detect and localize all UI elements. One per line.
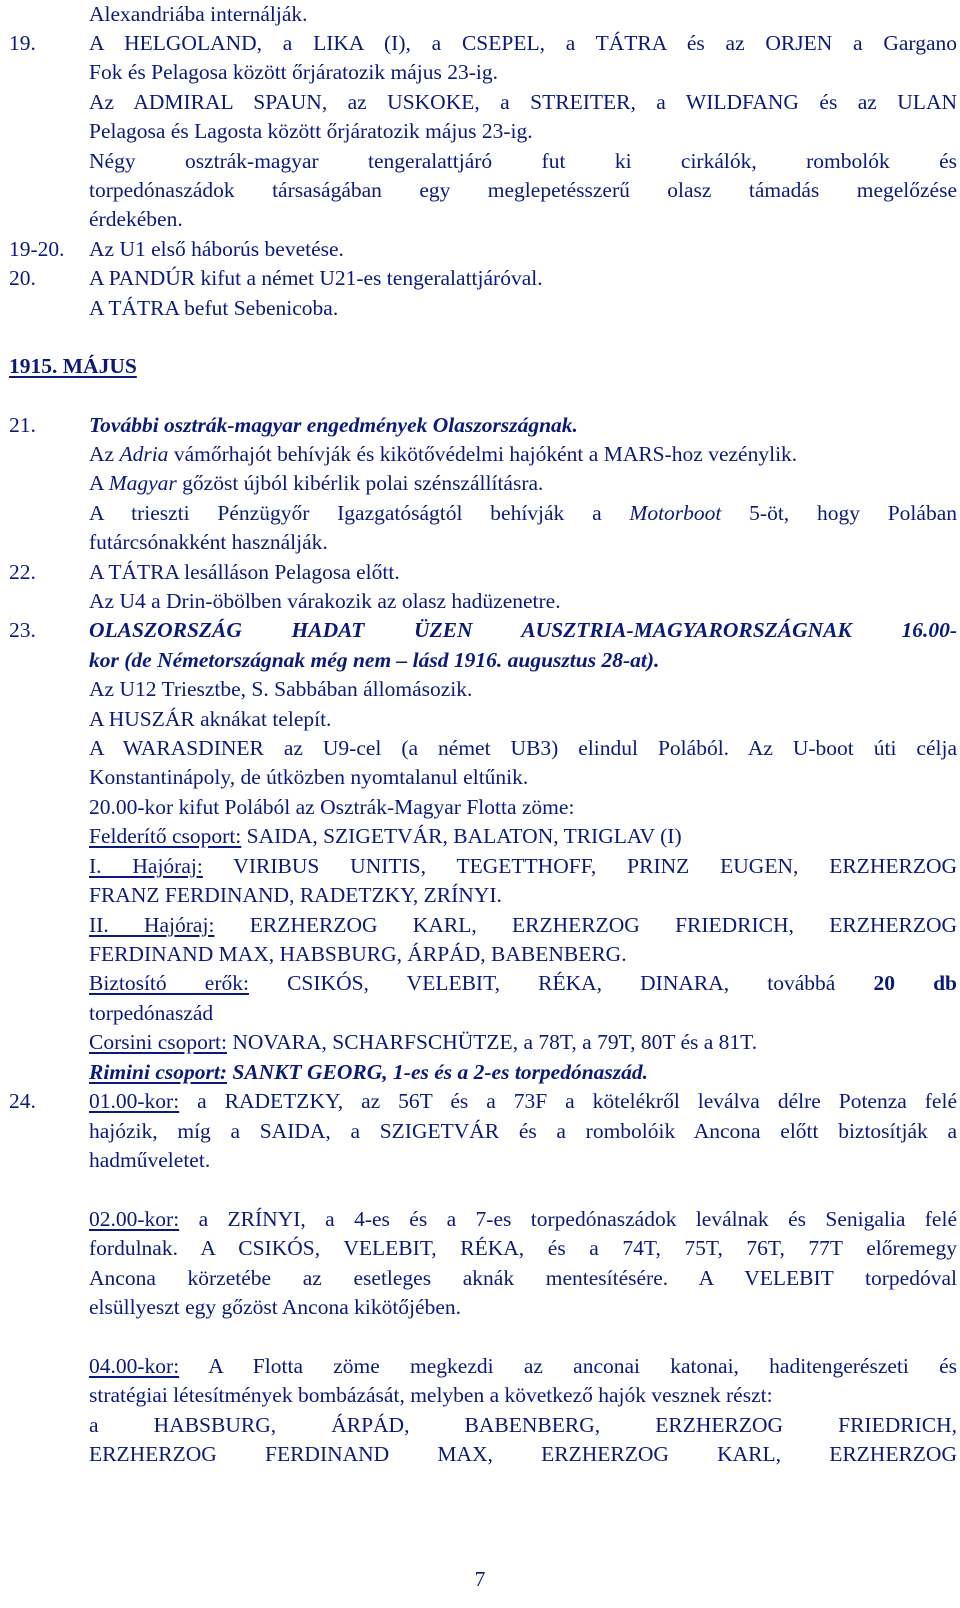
count-bold: 20 db — [873, 971, 957, 995]
text-line — [0, 616, 960, 646]
entry-text: Az U4 a Drin-öbölben várakozik az olasz hadüzenetre. — [89, 589, 561, 613]
text-line — [0, 440, 960, 470]
entry-text: II. Hajóraj: ERZHERZOG KARL, ERZHERZOG FRIEDRICH, ERZHERZOG — [89, 913, 958, 937]
text-line — [0, 1440, 960, 1470]
entry-text: A trieszti Pénzügyőr Igazgatóságtól behívják a Motorboot 5-öt, hogy Polában — [89, 501, 957, 525]
entry-date: 19-20. — [9, 237, 65, 261]
entry-text: Ancona körzetébe az esetleges aknák mentesítésére. A VELEBIT torpedóval — [89, 1266, 957, 1290]
text-line — [0, 1028, 960, 1058]
text-line — [0, 1352, 960, 1382]
entry-text: Az ADMIRAL SPAUN, az USKOKE, a STREITER, a WILDFANG és az ULAN — [89, 90, 957, 114]
entry-text: futárcsónakként használják. — [89, 530, 328, 554]
entry-text: elsüllyeszt egy gőzöst Ancona kikötőjében. — [89, 1295, 461, 1319]
text-line — [0, 1058, 960, 1088]
text-line — [0, 1411, 960, 1441]
entry-text: Konstantinápoly, de útközben nyomtalanul eltűnik. — [89, 765, 529, 789]
entry-text: Az Adria vámőrhajót behívják és kikötővédelmi hajóként a MARS-hoz vezénylik. — [89, 442, 798, 466]
entry-text: Négy osztrák-magyar tengeralattjáró fut ki cirkálók, rombolók és — [89, 149, 957, 173]
text-line — [0, 205, 960, 235]
month-heading: 1915. MÁJUS — [9, 354, 137, 378]
text-line — [0, 469, 960, 499]
entry-text: FERDINAND MAX, HABSBURG, ÁRPÁD, BABENBERG. — [89, 942, 627, 966]
entry-text: 20.00-kor kifut Polából az Osztrák-Magyar Flotta zöme: — [89, 795, 575, 819]
text-line — [0, 235, 960, 265]
group-label: I. Hajóraj: — [89, 854, 203, 878]
time-label: 02.00-kor: — [89, 1207, 180, 1231]
text-line — [0, 822, 960, 852]
text-line — [0, 528, 960, 558]
text-line — [0, 852, 960, 882]
entry-text: 04.00-kor: A Flotta zöme megkezdi az anconai katonai, haditengerészeti és — [89, 1354, 957, 1378]
entry-text: Az U12 Triesztbe, S. Sabbában állomásozik. — [89, 677, 473, 701]
text-line — [0, 1117, 960, 1147]
text-line — [0, 58, 960, 88]
text-line — [0, 1205, 960, 1235]
text-line — [0, 940, 960, 970]
entry-title: OLASZORSZÁG HADAT ÜZEN AUSZTRIA-MAGYARORSZÁGNAK 16.00- — [89, 618, 957, 642]
entry-title: kor (de Németországnak még nem – lásd 1916. augusztus 28-at). — [89, 648, 660, 672]
entry-text: Pelagosa és Lagosta között őrjáratozik május 23-ig. — [89, 119, 533, 143]
entry-text: Corsini csoport: NOVARA, SCHARFSCHÜTZE, a 78T, a 79T, 80T és a 81T. — [89, 1030, 758, 1054]
text-line — [0, 0, 960, 30]
entry-text: A Magyar gőzöst újból kibérlik polai szénszállításra. — [89, 471, 544, 495]
entry-text: hajózik, míg a SAIDA, a SZIGETVÁR és a rombolóik Ancona előtt biztosítják a — [89, 1119, 957, 1143]
text-line — [0, 499, 960, 529]
entry-text: A WARASDINER az U9-cel (a német UB3) elindul Polából. Az U-boot úti célja — [89, 736, 957, 760]
text-line — [0, 763, 960, 793]
group-label: Biztosító erők: — [89, 971, 249, 995]
entry-date: 23. — [9, 618, 36, 642]
entry-date: 21. — [9, 413, 36, 437]
entry-date: 24. — [9, 1089, 36, 1113]
entry-text: Felderítő csoport: SAIDA, SZIGETVÁR, BALATON, TRIGLAV (I) — [89, 824, 682, 848]
time-label: 04.00-kor: — [89, 1354, 180, 1378]
entry-date: 20. — [9, 266, 36, 290]
text-line — [0, 1146, 960, 1176]
entry-text: ERZHERZOG FERDINAND MAX, ERZHERZOG KARL, ERZHERZOG — [89, 1442, 957, 1466]
text-line — [0, 264, 960, 294]
ship-name: Adria — [119, 442, 169, 466]
text-line — [0, 675, 960, 705]
text-line — [0, 587, 960, 617]
text-line — [0, 147, 960, 177]
time-label: 01.00-kor: — [89, 1089, 180, 1113]
text-line — [0, 1381, 960, 1411]
text-line — [0, 88, 960, 118]
group-label: Rimini csoport: — [89, 1060, 227, 1084]
entry-text: Az U1 első háborús bevetése. — [89, 237, 344, 261]
text-line — [0, 176, 960, 206]
entry-text: Fok és Pelagosa között őrjáratozik május 23-ig. — [89, 60, 499, 84]
text-line — [0, 705, 960, 735]
entry-text: I. Hajóraj: VIRIBUS UNITIS, TEGETTHOFF, PRINZ EUGEN, ERZHERZOG — [89, 854, 958, 878]
text-line — [0, 911, 960, 941]
entry-text: A PANDÚR kifut a német U21-es tengeralattjáróval. — [89, 266, 543, 290]
group-label: Felderítő csoport: — [89, 824, 242, 848]
boat-name: Motorboot — [629, 501, 722, 525]
group-label: II. Hajóraj: — [89, 913, 215, 937]
entry-text: stratégiai létesítmények bombázását, melyben a következő hajók vesznek részt: — [89, 1383, 773, 1407]
group-label: Corsini csoport: — [89, 1030, 227, 1054]
entry-text: A HELGOLAND, a LIKA (I), a CSEPEL, a TÁTRA és az ORJEN a Gargano — [89, 31, 957, 55]
entry-text: torpedónaszádok társaságában egy meglepetésszerű olasz támadás megelőzése — [89, 178, 957, 202]
entry-text: Biztosító erők: CSIKÓS, VELEBIT, RÉKA, DINARA, továbbá 20 db — [89, 971, 957, 995]
entry-text: Alexandriába internálják. — [89, 2, 308, 26]
entry-text: 01.00-kor: a RADETZKY, az 56T és a 73F a kötelékről leválva délre Potenza felé — [89, 1089, 957, 1113]
entry-title: További osztrák-magyar engedmények Olaszországnak. — [89, 413, 578, 437]
text-line — [0, 881, 960, 911]
text-line — [0, 646, 960, 676]
text-line — [0, 1293, 960, 1323]
text-line — [0, 793, 960, 823]
entry-text: FRANZ FERDINAND, RADETZKY, ZRÍNYI. — [89, 883, 502, 907]
text-line — [0, 969, 960, 999]
text-line — [0, 29, 960, 59]
ship-name: Magyar — [108, 471, 177, 495]
text-line — [0, 1234, 960, 1264]
entry-text: torpedónaszád — [89, 1001, 214, 1025]
entry-date: 19. — [9, 31, 36, 55]
text-line — [0, 734, 960, 764]
entry-text: A HUSZÁR aknákat telepít. — [89, 707, 332, 731]
page-number: 7 — [474, 1567, 486, 1591]
entry-text: hadműveletet. — [89, 1148, 211, 1172]
entry-text: A TÁTRA lesálláson Pelagosa előtt. — [89, 560, 400, 584]
text-line — [0, 999, 960, 1029]
text-line — [0, 117, 960, 147]
entry-text: érdekében. — [89, 207, 183, 231]
entry-date: 22. — [9, 560, 36, 584]
text-line — [0, 558, 960, 588]
entry-text: 02.00-kor: a ZRÍNYI, a 4-es és a 7-es torpedónaszádok leválnak és Senigalia felé — [89, 1207, 957, 1231]
entry-text: fordulnak. A CSIKÓS, VELEBIT, RÉKA, és a 74T, 75T, 76T, 77T előremegy — [89, 1236, 957, 1260]
entry-text: Rimini csoport: SANKT GEORG, 1-es és a 2-es torpedónaszád. — [89, 1060, 649, 1084]
text-line — [0, 1264, 960, 1294]
text-line — [0, 294, 960, 324]
text-line — [0, 411, 960, 441]
entry-text: a HABSBURG, ÁRPÁD, BABENBERG, ERZHERZOG FRIEDRICH, — [89, 1413, 957, 1437]
text-line — [0, 1087, 960, 1117]
entry-text: A TÁTRA befut Sebenicoba. — [89, 296, 339, 320]
